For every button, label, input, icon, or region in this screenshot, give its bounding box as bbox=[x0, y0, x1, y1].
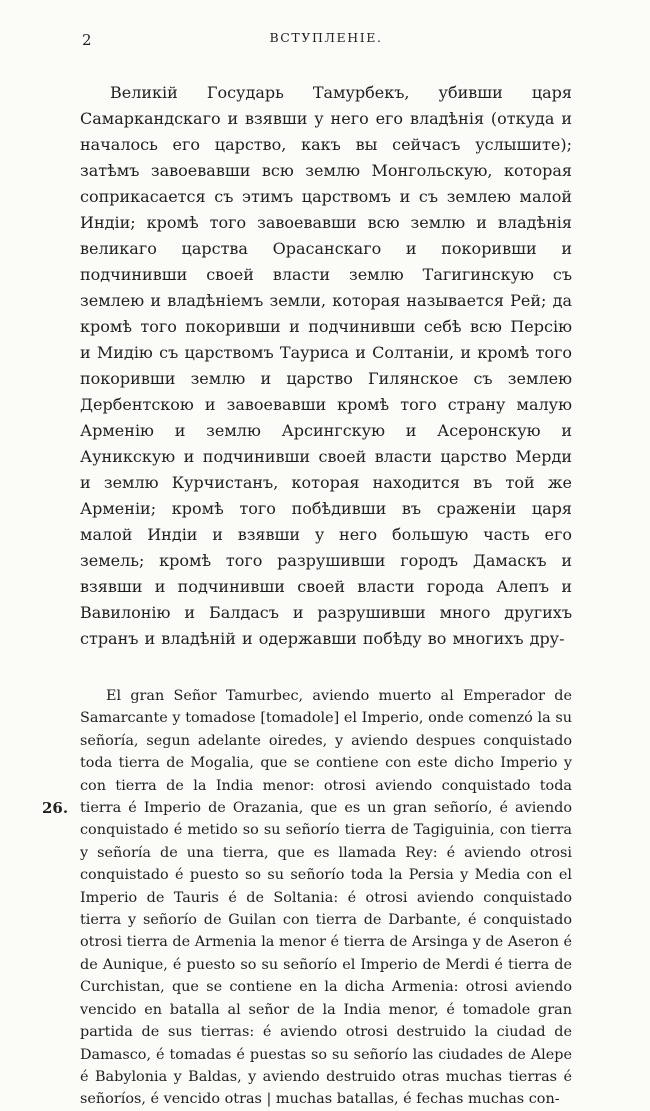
russian-paragraph: Великій Государь Тамурбекъ, убивши царя Самаркандскаго и взявши у него его владѣнія (откуда и началось его царство, какъ вы сейчасъ услышите); затѣмъ завоевавши всю землю Монгольскую, которая соприкасается съ этимъ царствомъ и съ землею малой Индіи; кромѣ того завоевавши всю землю и владѣнія великаго царства Орасанскаго и покоривши и подчинивши своей власти землю Тагигинскую съ землею и владѣніемъ земли, которая называется Рей; да кромѣ того покоривши и подчинивши себѣ всю Персію и Мидію съ царствомъ Тауриса и Солтаніи, и кромѣ того покоривши землю и царство Гилянское съ землею Дербентскою и завоевавши кромѣ того страну малую Арменію и землю Арсингскую и Асеронскую и Ауникскую и подчинивши своей власти царство Мерди и землю Курчистанъ, которая находится въ той же Арменіи; кромѣ того побѣдивши въ сраженіи царя малой Индіи и взявши у него большую часть его земель; кромѣ того разрушивши городъ Дамаскъ и взявши и подчинивши своей власти города Алепъ и Вавилонію и Балдасъ и разрушивши много другихъ странъ и владѣній и одержавши побѣду во многихъ дру- bbox=[80, 83, 572, 648]
margin-page-note: 26. bbox=[42, 799, 69, 817]
page-number: 2 bbox=[82, 31, 92, 49]
running-title: ВСТУПЛЕНІЕ. bbox=[269, 30, 383, 45]
spanish-paragraph: El gran Señor Tamurbec, aviendo muerto al Emperador de Samarcante y tomadose [tomadole] el Imperio, onde comenzó la su señoría, segun adelante oiredes, y aviendo despues conquistado toda tierra de Mogalia, que se contiene con este dicho Imperio y con tierra de la India menor: otrosi aviendo conquistado toda tierra é Imperio de Orazania, que es un gran señorío, é aviendo conquistado é metido so su señorío tierra de Tagiguinia, con tierra y señoría de una tierra, que es llamada Rey: é aviendo otrosi conquistado é puesto so su señorío toda la Persia y Media con el Imperio de Tauris é de Soltania: é otrosi aviendo conquistado tierra y señorío de Guilan con tierra de Darbante, é conquistado otrosi tierra de Armenia la menor é tierra de Arsinga y de Aseron é de Aunique, é puesto so su señorío el Imperio de Merdi é tierra de Curchistan, que se contiene en la dicha Armenia: otrosi aviendo vencido en batalla al señor de la India menor, é tomadole gran partida de sus tierras: é aviendo otrosi destruido la ciudad de Damasco, é tomadas é puestas so su señorío las ciudades de Alepe é Babylonia y Baldas, y aviendo destruido otras muchas tierras é señoríos, é vencido otras | muchas batallas, é fechas muchas con- bbox=[80, 688, 572, 1108]
page-header bbox=[80, 30, 572, 50]
